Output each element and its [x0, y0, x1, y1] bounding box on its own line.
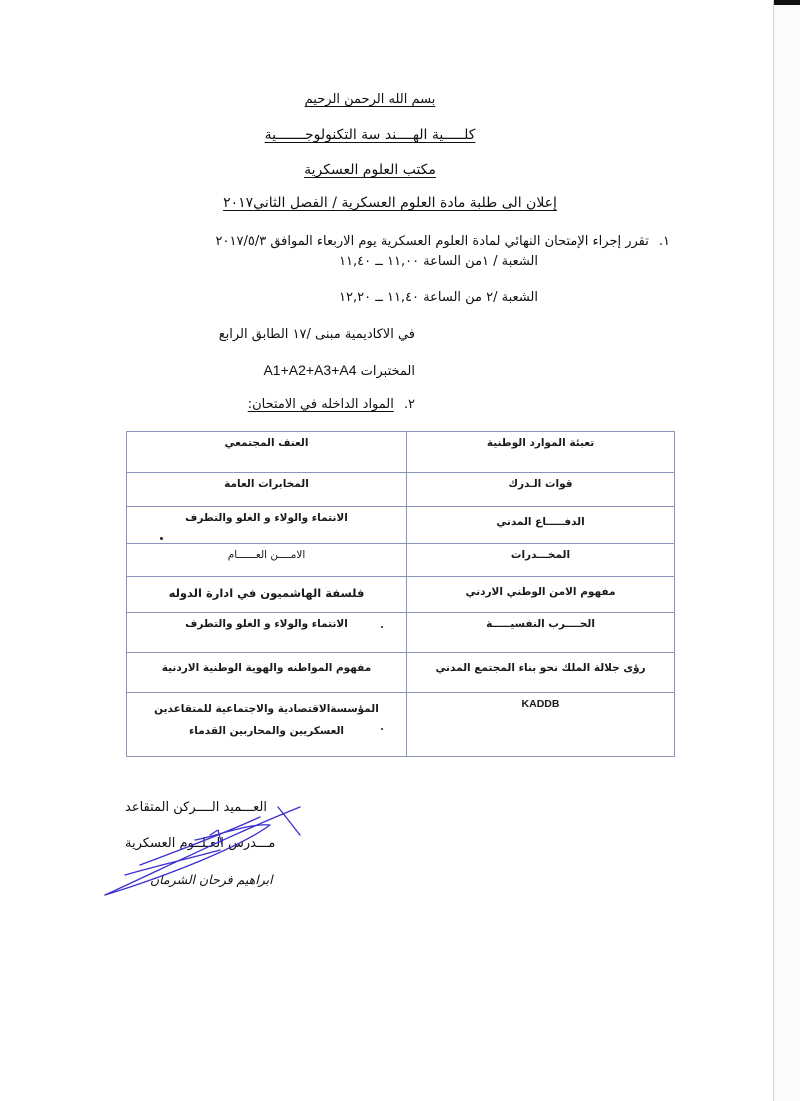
subject-cell: الدفـــــاع المدني: [407, 507, 675, 544]
scanned-page-edge-shadow: [774, 0, 800, 5]
signatory-role: مـــدرس العـلــوم العسكرية: [125, 836, 276, 851]
labs-label: المختبرات: [360, 364, 415, 379]
item-number-2: ٢.: [403, 397, 415, 412]
exam-date-text: تقرر إجراء الإمتحان النهائي لمادة العلوم العسكرية يوم الاربعاء الموافق ٢٠١٧/٥/٣: [215, 234, 649, 249]
item-number-1: ١.: [658, 234, 670, 249]
subject-cell: المخابرات العامة: [127, 473, 407, 507]
signature-stroke: [140, 817, 260, 865]
subject-cell: الانتماء والولاء و الغلو والتطرف: [127, 613, 407, 653]
subject-cell: KADDB: [407, 693, 675, 757]
subject-cell: الانتماء والولاء و الغلو والتطرف: [127, 507, 407, 544]
scan-speck: [381, 728, 383, 730]
handwritten-signature: [100, 795, 320, 905]
office-name: مكتب العلوم العسكرية: [304, 162, 436, 178]
table-row: [127, 507, 675, 544]
subjects-heading: [248, 397, 415, 412]
college-name: كلـــــية الهــــند سة التكنولوجـــــــية: [264, 127, 476, 143]
table-row: [127, 693, 675, 757]
table-row: [127, 432, 675, 473]
table-row: [127, 577, 675, 613]
scan-speck: [381, 626, 383, 628]
announcement-title: إعلان الى طلبة مادة العلوم العسكرية / الفصل الثاني٢٠١٧: [223, 195, 557, 211]
signature-stroke: [105, 807, 300, 895]
subject-cell: المؤسسةالاقتصادية والاجتماعية للمتقاعدين العسكريين والمحاربين القدماء: [127, 693, 407, 757]
table-row: [127, 473, 675, 507]
subject-cell: المخـــدرات: [407, 544, 675, 577]
subject-cell: مفهوم المواطنه والهوية الوطنية الاردنية: [127, 653, 407, 693]
table-row: [127, 653, 675, 693]
exam-date-line: [216, 234, 670, 249]
basmala: بسم الله الرحمن الرحيم: [304, 92, 436, 107]
labs-value: A1+A2+A3+A4: [263, 362, 357, 378]
signatory-rank: العـــميد الــــركن المتقاعد: [125, 800, 267, 815]
section-2-time: الشعبة /٢ من الساعة ١١,٤٠ ــ ١٢,٢٠: [339, 290, 538, 305]
signatory-name: ابراهيم فرحان الشرمان: [150, 872, 273, 887]
table-row: [127, 544, 675, 577]
subject-cell: رؤى جلالة الملك نحو بناء المجتمع المدني: [407, 653, 675, 693]
subject-cell: الحــــرب النفسيـــــة: [407, 613, 675, 653]
subject-cell: تعبئة الموارد الوطنية: [407, 432, 675, 473]
signature-stroke: [105, 825, 270, 895]
subject-cell: فلسفة الهاشميون في ادارة الدوله: [127, 577, 407, 613]
subject-cell: مفهوم الامن الوطني الاردني: [407, 577, 675, 613]
subjects-table: [126, 431, 675, 757]
table-row: [127, 613, 675, 653]
subject-cell: العنف المجتمعي: [127, 432, 407, 473]
subject-cell: قوات الـدرك: [407, 473, 675, 507]
labs-line: [263, 362, 415, 379]
exam-location: في الاكاديمية مبنى /١٧ الطابق الرابع: [218, 327, 415, 342]
section-1-time: الشعبة / ١من الساعة ١١,٠٠ ــ ١١,٤٠: [339, 254, 538, 269]
scan-speck: [160, 537, 163, 540]
subject-cell: الامــــن العــــــام: [127, 544, 407, 577]
scanned-page-edge: [773, 0, 800, 1101]
subjects-heading-text: المواد الداخله في الامتحان:: [247, 397, 394, 412]
